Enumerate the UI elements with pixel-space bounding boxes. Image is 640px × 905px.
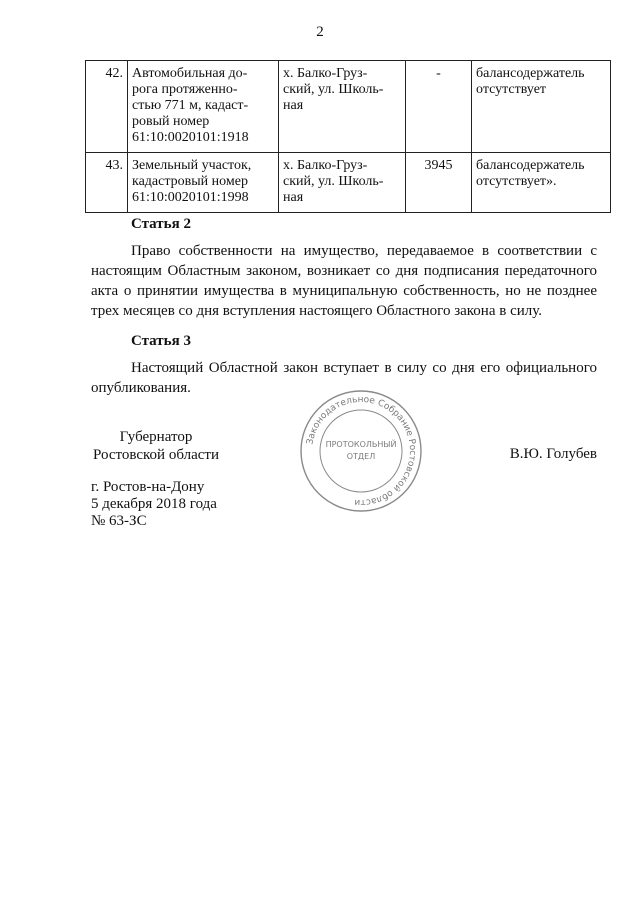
date: 5 декабря 2018 года [91, 496, 217, 512]
law-number: № 63-ЗС [91, 513, 147, 529]
page-number: 2 [316, 24, 324, 40]
cell-line: х. Балко-Груз- [283, 66, 368, 81]
signatory-name: В.Ю. Голубев [509, 446, 597, 462]
stamp-center-line2: ОТДЕЛ [346, 452, 376, 461]
cell-line: отсутствует». [476, 174, 557, 189]
stamp-ring-text: Законодательное Собрание Ростовской области [305, 394, 418, 508]
property-name-cell [128, 153, 279, 213]
official-stamp [299, 389, 423, 513]
stamp-center-line1: ПРОТОКОЛЬНЫЙ [325, 440, 397, 449]
address-cell [279, 153, 406, 213]
cell-line: х. Балко-Груз- [283, 158, 368, 173]
cell-line: ная [283, 98, 304, 113]
property-table [85, 60, 611, 213]
article-2-heading: Статья 2 [131, 216, 191, 232]
cell-line: отсутствует [476, 82, 547, 97]
area-cell: 3945 [406, 153, 472, 213]
stamp-inner-ring [320, 410, 402, 492]
holder-cell [472, 153, 611, 213]
cell-line: рога протяженно- [132, 82, 238, 97]
area-cell: - [406, 61, 472, 153]
cell-line: ровый номер [132, 114, 210, 129]
table-row [86, 61, 611, 153]
address-cell [279, 61, 406, 153]
cell-line: 61:10:0020101:1998 [132, 190, 249, 205]
signatory-position [91, 428, 221, 464]
holder-cell [472, 61, 611, 153]
cell-line: балансодержатель [476, 158, 585, 173]
cell-line: стью 771 м, кадаст- [132, 98, 249, 113]
table-row [86, 153, 611, 213]
position-line: Губернатор [119, 429, 193, 445]
position-line: Ростовской области [93, 447, 219, 463]
cell-line: кадастровый номер [132, 174, 248, 189]
article-3-text: Настоящий Областной закон вступает в силу со дня его официального опубликования. [91, 360, 597, 396]
stamp-outer-ring [301, 391, 421, 511]
cell-line: 61:10:0020101:1918 [132, 130, 249, 145]
property-name-cell [128, 61, 279, 153]
row-number: 42. [86, 61, 128, 153]
place-date-block [91, 479, 217, 530]
city: г. Ростов-на-Дону [91, 479, 205, 495]
article-2-text: Право собственности на имущество, передаваемое в соответствии с настоящим Областным законом, возникает со дня подписания передаточного акта о принятии имущества в муниципальную собственность, но не позднее трех месяцев со дня вступления настоящего Областного закона в силу. [91, 243, 597, 319]
cell-line: Автомобильная до- [132, 66, 248, 81]
row-number: 43. [86, 153, 128, 213]
article-3-heading: Статья 3 [131, 333, 191, 349]
cell-line: ная [283, 190, 304, 205]
cell-line: ский, ул. Школь- [283, 174, 384, 189]
cell-line: ский, ул. Школь- [283, 82, 384, 97]
cell-line: Земельный участок, [132, 158, 252, 173]
cell-line: балансодержатель [476, 66, 585, 81]
